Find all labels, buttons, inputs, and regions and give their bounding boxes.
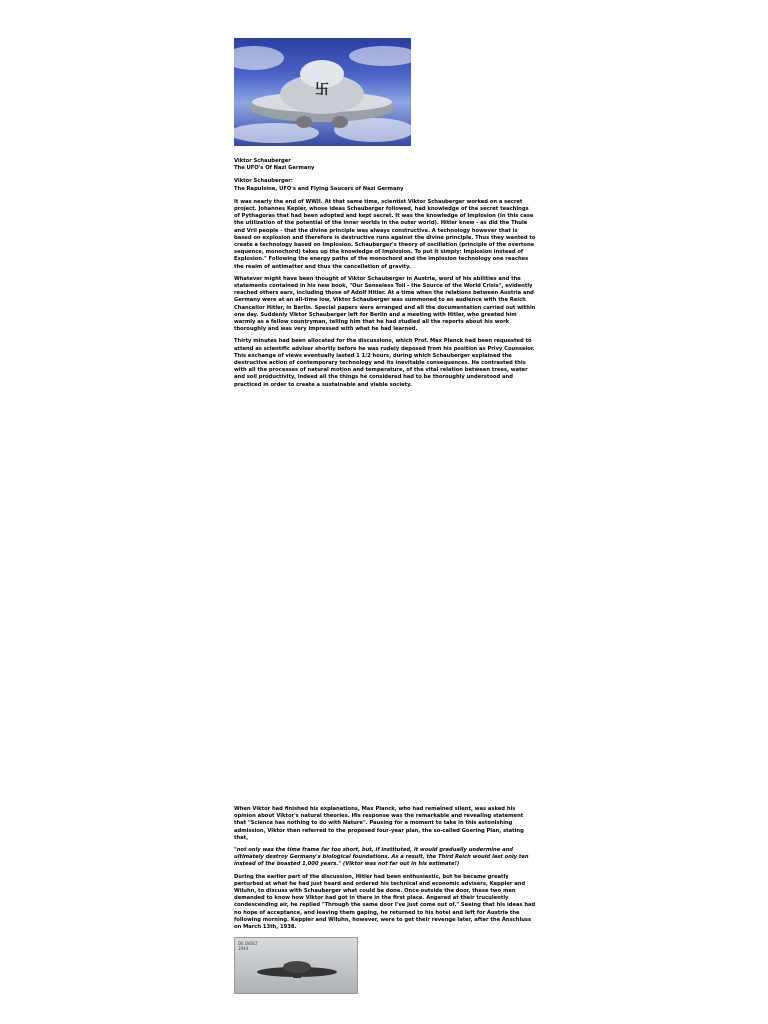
- saucer-photo-grey: [234, 937, 358, 994]
- article-top: [234, 38, 536, 394]
- caption-line: 1944: [238, 946, 249, 952]
- title-line: The UFO's Of Nazi Germany: [234, 165, 315, 172]
- title-block: [234, 158, 536, 172]
- body-paragraph: During the earlier part of the discussion, Hitler had been enthusiastic, but he became greatly perturbed at what he had just heard and ordered his technical and economic advisers, Keppler and Wiluhn, to discuss with Schauberger what could be done. Once outside the door, these two men demanded to know how Viktor had got in there in the first place. Angered at their truculently condescending air, he replied "Through the same door I've just come out of." Seeing that his ideas had no hope of acceptance, and leaving them gaping, he returned to his hotel and left for Austria the following morning. Keppler and Wiluhn, however, were to get their revenge later, after the Anschluss on March 13th, 1938.: [234, 873, 536, 931]
- quote-paragraph: "not only was the time frame far too short, but, if instituted, it would gradually undermine and ultimately destroy Germany's biological foundations. As a result, the Third Reich would last only ten instead of the boasted 1,000 years." (Viktor was not far out in his estimate!): [234, 847, 529, 868]
- caption-line: DE DIGILT: [238, 941, 258, 947]
- body-paragraph: Whatever might have been thought of Viktor Schauberger in Austria, word of his abilities and the statements contained in his new book, "Our Senseless Toil - the Source of the World Crisis", evidently reached others ears, including those of Adolf Hitler. At a time when the relations between Austria and Germany were at an all-time low, Viktor Schauberger was summoned to an audience with the Reich Chancellor Hitler, in Berlin. Special papers were arranged and all the documentation carried out within one day. Suddenly Viktor Schauberger left for Berlin and a meeting with Hitler, who greeted him warmly as a fellow countryman, telling him that he had studied all the reports about his work thoroughly and was very impressed with what he had learned.: [234, 275, 536, 333]
- body-paragraph: Thirty minutes had been allocated for the discussions, which Prof. Max Planck had been requested to attend as scientific adviser shortly before he was rudely deposed from his position as Privy Counselor. This exchange of views eventually lasted 1 1/2 hours, during which Schauberger explained the destructive action of contemporary technology and its inevitable consequences. He contrasted this with all the processes of natural motion and temperature, of the vital relation between trees, water and soil productivity, indeed all the things he considered had to be thoroughly understood and practiced in order to create a sustainable and viable society.: [234, 338, 535, 388]
- saucer-illustration: [234, 38, 411, 146]
- flying-saucer-photo: [234, 38, 411, 146]
- svg-text:卐: 卐: [315, 82, 329, 98]
- saucer-silhouette: [235, 938, 357, 993]
- article-bottom: [234, 806, 536, 994]
- subtitle-line: The Repulsine, UFO's and Flying Saucers of Nazi Germany: [234, 185, 404, 192]
- subtitle-line: Viktor Schauberger:: [234, 178, 293, 185]
- body-paragraph: It was nearly the end of WWII. At that same time, scientist Viktor Schauberger worked on a secret project. Johannes Kepler, whose ideas Schauberger followed, had knowledge of the secret teachings of Pythagoras that had been adopted and kept secret. It was the knowledge of Implosion (in this case the utilization of the potential of the inner worlds in the outer world). Hitler knew - as did the Thule and Vril people - that the divine principle was always constructive. A technology however that is based on explosion and therefore is destructive runs against the divine principle. Thus they wanted to create a technology based on Implosion. Schauberger's theory of oscillation (principle of the overtone sequence, monochord) takes up the knowledge of Implosion. To put it simply: Implosion instead of Explosion." Following the energy paths of the monochord and the implosion technology one reaches the realm of antimatter and thus the cancellation of gravity.: [234, 198, 536, 270]
- subtitle-block: [234, 178, 536, 192]
- title-line: Viktor Schauberger: [234, 158, 291, 164]
- body-paragraph: When Viktor had finished his explanations, Max Planck, who had remained silent, was asked his opinion about Viktor's natural theories. His response was the remarkable and revealing statement that "Science has nothing to do with Nature". Pausing for a moment to take in this astonishing admission, Viktor then referred to the proposed four-year plan, the so-called Goering Plan, stating that,: [234, 806, 524, 841]
